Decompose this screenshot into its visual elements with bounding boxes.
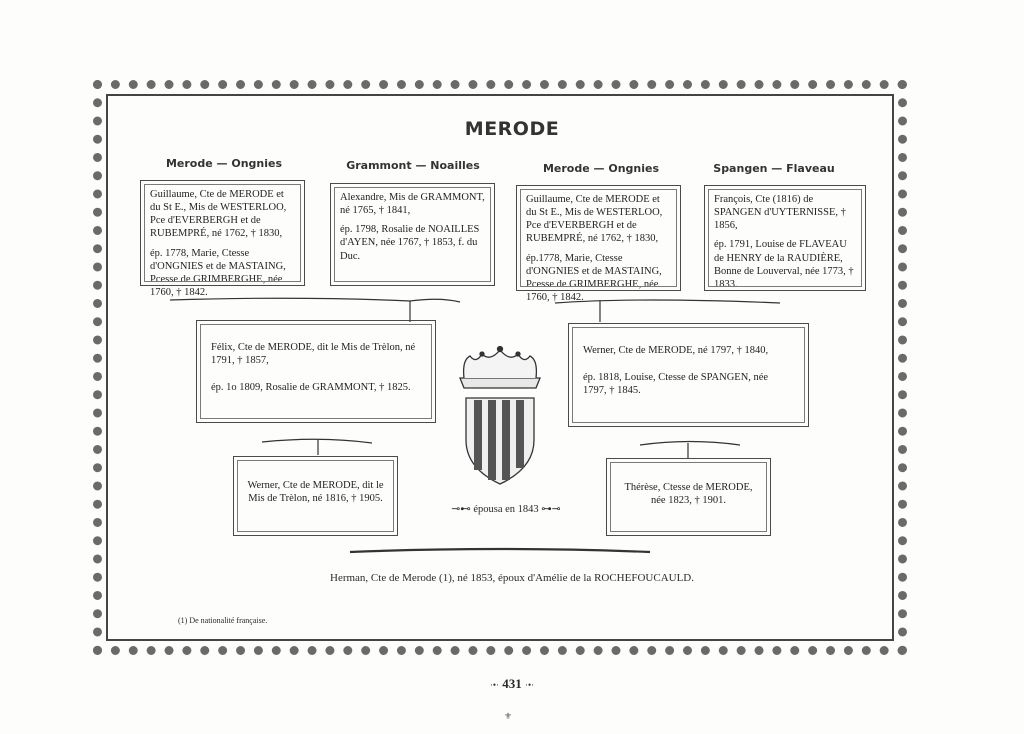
family-box-werner-1816 bbox=[233, 456, 398, 536]
page-title: MERODE bbox=[464, 118, 560, 140]
column-heading-1: Merode — Ongnies bbox=[165, 157, 283, 170]
page-ornament-right: ·•· bbox=[525, 680, 535, 690]
connector-mid-left bbox=[262, 439, 372, 455]
connector-mid-right bbox=[640, 442, 740, 459]
box-text: ép.1778, Marie, Ctesse d'ONGNIES et de MASTAING, Pcesse de GRIMBERGHE, née 1760, † 1842. bbox=[526, 252, 662, 303]
box-text: Werner, Cte de MERODE, né 1797, † 1840, bbox=[583, 345, 769, 356]
page-number-value: 431 bbox=[502, 676, 522, 691]
family-box-felix bbox=[196, 320, 436, 423]
box-text: François, Cte (1816) de SPANGEN d'UYTERNISSE, † 1856, bbox=[714, 194, 846, 232]
connector-bottom bbox=[350, 549, 650, 552]
box-text: ép. 1778, Marie, Ctesse d'ONGNIES et de MASTAING, Pcesse de GRIMBERGHE, née 1760, † 1842. bbox=[150, 247, 286, 298]
box-text: ép. 1791, Louise de FLAVEAU de HENRY de la RAUDIÈRE, Bonne de Louverval, née 1773, † 1833. bbox=[714, 239, 854, 290]
box-text: Thérèse, Ctesse de MERODE, née 1823, † 1901. bbox=[624, 482, 753, 507]
column-heading-4: Spangen — Flaveau bbox=[713, 162, 835, 175]
marriage-note: ⊸⊷ épousa en 1843 ⊶⊸ bbox=[451, 504, 561, 515]
box-text: ép. 1818, Louise, Ctesse de SPANGEN, née 1797, † 1845. bbox=[583, 372, 769, 397]
family-box-therese bbox=[606, 458, 771, 536]
box-text: ép. 1o 1809, Rosalie de GRAMMONT, † 1825. bbox=[211, 382, 411, 394]
box-text: Guillaume, Cte de MERODE et du St E., Mis de WESTERLOO, Pce d'EVERBERGH et de RUBEMPRÉ, né 1762, † 1830, bbox=[526, 194, 663, 245]
column-heading-3: Merode — Ongnies bbox=[542, 162, 660, 175]
family-box-merode-ongnies-1 bbox=[140, 180, 305, 298]
crown-leaves bbox=[464, 350, 537, 378]
box-text: Werner, Cte de MERODE, dit le Mis de Trèlon, né 1816, † 1905. bbox=[247, 480, 384, 505]
box-text: Guillaume, Cte de MERODE et du St E., Mis de WESTERLOO, Pce d'EVERBERGH et de RUBEMPRÉ, né 1762, † 1830, bbox=[150, 189, 287, 240]
box-text: Alexandre, Mis de GRAMMONT, né 1765, † 1841, bbox=[340, 192, 485, 217]
crown-base bbox=[460, 378, 540, 388]
footnote: (1) De nationalité française. bbox=[178, 616, 268, 625]
coat-of-arms bbox=[452, 344, 548, 486]
family-box-grammont-noailles bbox=[330, 183, 495, 286]
box-text: Félix, Cte de MERODE, dit le Mis de Trèlon, né 1791, † 1857, bbox=[211, 342, 416, 367]
family-box-werner-1797 bbox=[568, 323, 809, 427]
family-box-spangen-flaveau bbox=[704, 185, 866, 291]
family-box-merode-ongnies-2 bbox=[516, 185, 681, 303]
page-number bbox=[462, 676, 562, 692]
printer-mark: ⚜ bbox=[504, 712, 513, 722]
descendant-line: Herman, Cte de Merode (1), né 1853, époux d'Amélie de la ROCHEFOUCAULD. bbox=[330, 572, 694, 584]
page-ornament-left: ·•· bbox=[489, 680, 499, 690]
column-heading-2: Grammont — Noailles bbox=[346, 159, 480, 172]
box-text: ép. 1798, Rosalie de NOAILLES d'AYEN, née 1767, † 1853, f. du Duc. bbox=[340, 224, 480, 262]
connector-top-left bbox=[170, 298, 460, 322]
